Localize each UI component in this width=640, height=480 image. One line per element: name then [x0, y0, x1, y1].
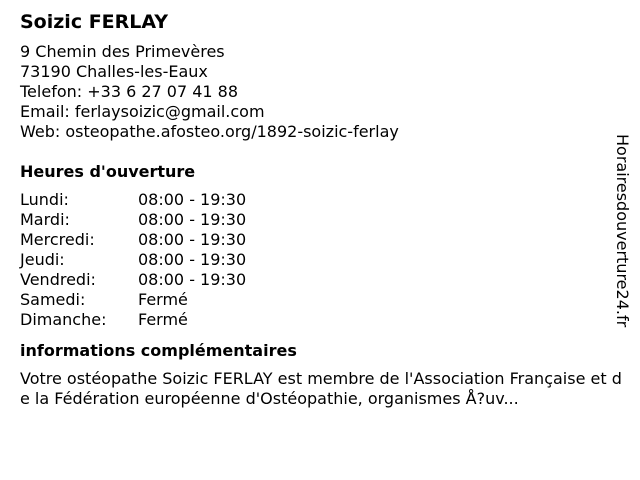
hours-day: Vendredi:	[20, 270, 96, 289]
hours-time: 08:00 - 19:30	[138, 270, 247, 289]
hours-row-wednesday	[20, 230, 620, 250]
hours-time: Fermé	[138, 310, 188, 329]
hours-time: 08:00 - 19:30	[138, 250, 247, 269]
hours-time: Fermé	[138, 290, 188, 309]
hours-row-tuesday	[20, 210, 620, 230]
hours-day: Mardi:	[20, 210, 70, 229]
hours-time: 08:00 - 19:30	[138, 230, 247, 249]
business-name: Soizic FERLAY	[20, 11, 169, 33]
site-watermark: Horairesdouverture24.fr	[613, 134, 632, 328]
website: Web: osteopathe.afosteo.org/1892-soizic-ferlay	[20, 122, 399, 141]
hours-row-saturday	[20, 290, 620, 310]
address-line1: 9 Chemin des Primevères	[20, 42, 225, 61]
hours-day: Mercredi:	[20, 230, 95, 249]
hours-day: Lundi:	[20, 190, 69, 209]
info-title: informations complémentaires	[20, 341, 297, 360]
hours-time: 08:00 - 19:30	[138, 190, 247, 209]
business-card	[20, 10, 620, 409]
hours-title: Heures d'ouverture	[20, 162, 196, 181]
contact-block	[20, 42, 620, 142]
hours-table	[20, 190, 620, 330]
hours-time: 08:00 - 19:30	[138, 210, 247, 229]
hours-row-sunday	[20, 310, 620, 330]
hours-row-monday	[20, 190, 620, 210]
phone: Telefon: +33 6 27 07 41 88	[20, 82, 239, 101]
email: Email: ferlaysoizic@gmail.com	[20, 102, 265, 121]
address-line2: 73190 Challes-les-Eaux	[20, 62, 208, 81]
info-text: Votre ostéopathe Soizic FERLAY est membre de l'Association Française et de la Fédération européenne d'Ostéopathie, organismes Å?uv...	[20, 369, 622, 408]
hours-day: Jeudi:	[20, 250, 65, 269]
hours-row-thursday	[20, 250, 620, 270]
hours-day: Dimanche:	[20, 310, 107, 329]
hours-row-friday	[20, 270, 620, 290]
hours-day: Samedi:	[20, 290, 86, 309]
